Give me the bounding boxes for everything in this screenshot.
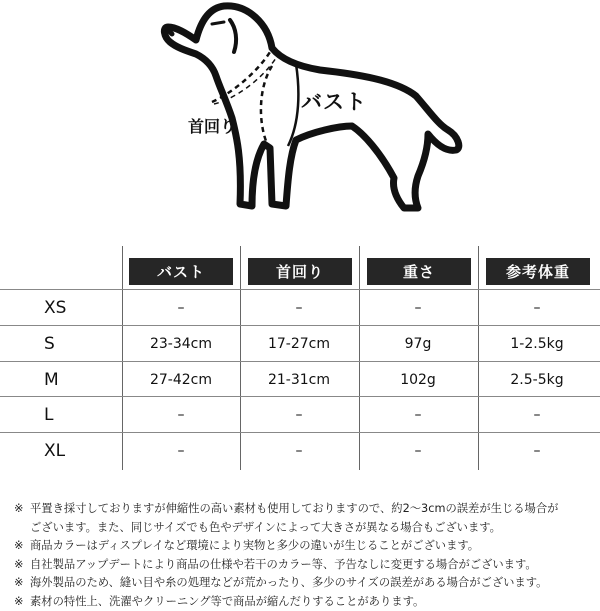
row-divider bbox=[0, 396, 600, 397]
bust-label: バスト bbox=[301, 86, 367, 116]
size-table bbox=[0, 246, 600, 470]
row-divider bbox=[0, 289, 600, 290]
table-cell: – bbox=[359, 300, 477, 316]
table-cell: 27-42cm bbox=[122, 372, 240, 388]
table-cell: 21-31cm bbox=[240, 372, 358, 388]
table-cell: 1-2.5kg bbox=[478, 336, 596, 352]
note-item bbox=[14, 500, 594, 537]
note-mark: ※ bbox=[14, 500, 30, 537]
note-item bbox=[14, 537, 594, 556]
size-label-xs: XS bbox=[44, 298, 78, 318]
table-cell: – bbox=[478, 443, 596, 459]
column-divider bbox=[359, 246, 360, 470]
size-label-l: L bbox=[44, 405, 78, 425]
column-divider bbox=[240, 246, 241, 470]
table-cell: 102g bbox=[359, 372, 477, 388]
note-item bbox=[14, 593, 594, 611]
note-text: ございます。また、同じサイズでも色やデザインによって大きさが異なる場合もございます。 bbox=[30, 519, 594, 538]
table-cell: – bbox=[122, 443, 240, 459]
table-cell: – bbox=[122, 300, 240, 316]
bust-measure-line bbox=[288, 64, 298, 146]
note-text: 素材の特性上、洗濯やクリーニング等で商品が縮んだりすることがあります。 bbox=[30, 593, 594, 611]
dog-silhouette-icon bbox=[0, 0, 600, 230]
note-text: 平置き採寸しておりますが伸縮性の高い素材も使用しておりますので、約2〜3cmの誤差が生じる場合が bbox=[30, 500, 594, 519]
header-weight: 重さ bbox=[367, 258, 471, 285]
row-divider bbox=[0, 432, 600, 433]
note-mark: ※ bbox=[14, 593, 30, 611]
header-bust: バスト bbox=[129, 258, 233, 285]
note-mark: ※ bbox=[14, 556, 30, 575]
table-cell: 17-27cm bbox=[240, 336, 358, 352]
table-cell: – bbox=[359, 407, 477, 423]
neck-label: 首回り bbox=[188, 114, 236, 137]
note-text: 自社製品アップデートにより商品の仕様や若干のカラー等、予告なしに変更する場合がございます。 bbox=[30, 556, 594, 575]
table-cell: – bbox=[478, 407, 596, 423]
note-mark: ※ bbox=[14, 574, 30, 593]
size-label-xl: XL bbox=[44, 441, 78, 461]
table-cell: – bbox=[478, 300, 596, 316]
note-item bbox=[14, 574, 594, 593]
table-cell: – bbox=[240, 407, 358, 423]
table-cell: 23-34cm bbox=[122, 336, 240, 352]
table-cell: 2.5-5kg bbox=[478, 372, 596, 388]
note-text: 海外製品のため、縫い目や糸の処理などが荒かったり、多少のサイズの誤差がある場合がございます。 bbox=[30, 574, 594, 593]
row-divider bbox=[0, 361, 600, 362]
table-cell: – bbox=[240, 443, 358, 459]
size-label-m: M bbox=[44, 370, 78, 390]
dog-nose bbox=[168, 30, 172, 34]
column-divider bbox=[478, 246, 479, 470]
column-divider bbox=[122, 246, 123, 470]
dog-ear bbox=[230, 20, 236, 52]
size-label-s: S bbox=[44, 334, 78, 354]
dog-measurement-diagram bbox=[0, 0, 600, 230]
note-mark: ※ bbox=[14, 537, 30, 556]
notes-section bbox=[14, 500, 594, 611]
table-cell: – bbox=[240, 300, 358, 316]
note-item bbox=[14, 556, 594, 575]
note-text: 商品カラーはディスプレイなど環境により実物と多少の違いが生じることがございます。 bbox=[30, 537, 594, 556]
table-cell: 97g bbox=[359, 336, 477, 352]
header-reference-weight: 参考体重 bbox=[486, 258, 590, 285]
table-cell: – bbox=[359, 443, 477, 459]
header-neck: 首回り bbox=[248, 258, 352, 285]
table-cell: – bbox=[122, 407, 240, 423]
row-divider bbox=[0, 325, 600, 326]
dog-eye bbox=[212, 22, 224, 24]
bust-measure-line bbox=[261, 66, 272, 146]
